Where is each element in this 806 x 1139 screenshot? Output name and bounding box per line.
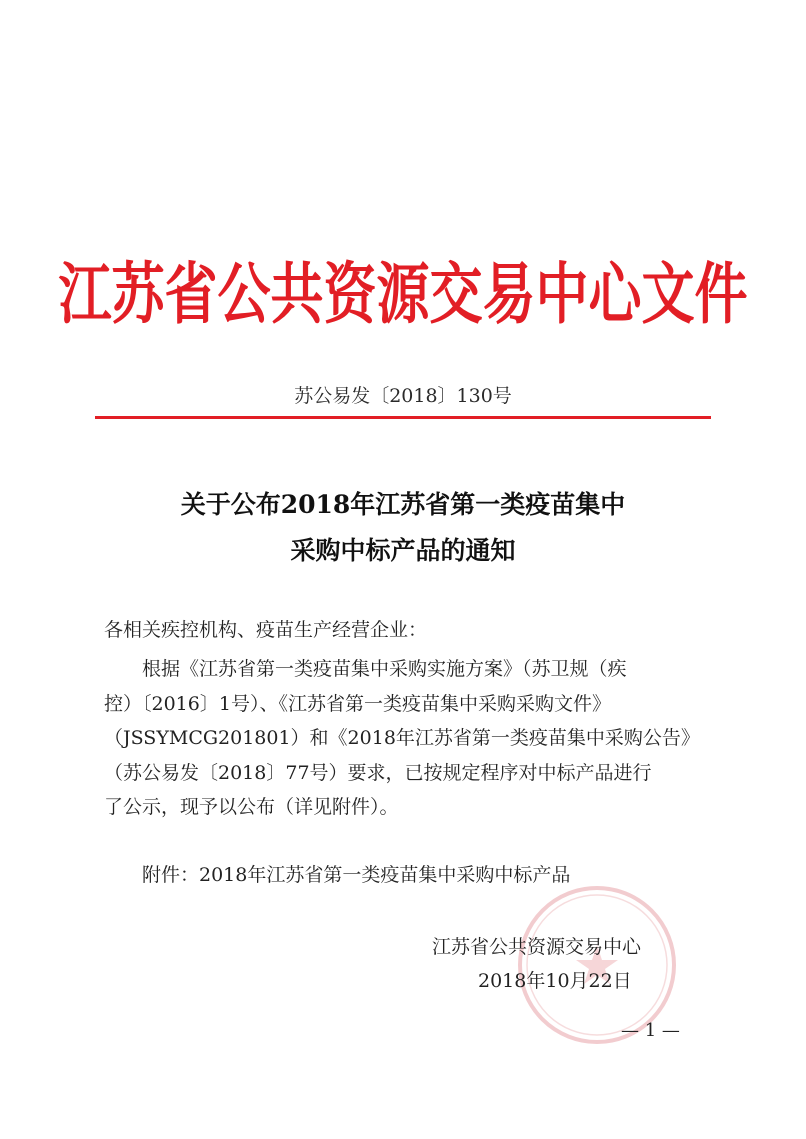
page-number: — 1 — <box>621 1020 680 1041</box>
body-paragraph <box>104 652 724 825</box>
document-number: 苏公易发〔2018〕130号 <box>294 385 512 407</box>
red-divider-line <box>95 416 711 419</box>
paragraph-line: 根据《江苏省第一类疫苗集中采购实施方案》（苏卫规（疾 <box>142 658 627 680</box>
signing-organization: 江苏省公共资源交易中心 <box>432 936 642 958</box>
signature-block <box>432 930 692 998</box>
attachment-line: 附件：2018年江苏省第一类疫苗集中采购中标产品 <box>142 864 571 886</box>
issuer-masthead: 江苏省公共资源交易中心文件 <box>58 257 748 334</box>
notice-title-line-2: 采购中标产品的通知 <box>290 536 516 565</box>
salutation: 各相关疾控机构、疫苗生产经营企业： <box>104 619 428 641</box>
notice-title-line-1: 关于公布2018年江苏省第一类疫苗集中 <box>180 490 626 519</box>
paragraph-line: 了公示，现予以公布（详见附件）。 <box>104 796 399 818</box>
paragraph-line: 控）〔2016〕1号）、《江苏省第一类疫苗集中采购采购文件》 <box>104 692 611 715</box>
paragraph-line: （苏公易发〔2018〕77号）要求，已按规定程序对中标产品进行 <box>104 761 652 784</box>
notice-title <box>0 482 806 574</box>
paragraph-line: （JSSYMCG201801）和《2018年江苏省第一类疫苗集中采购公告》 <box>104 727 700 749</box>
signing-date: 2018年10月22日 <box>478 970 632 992</box>
